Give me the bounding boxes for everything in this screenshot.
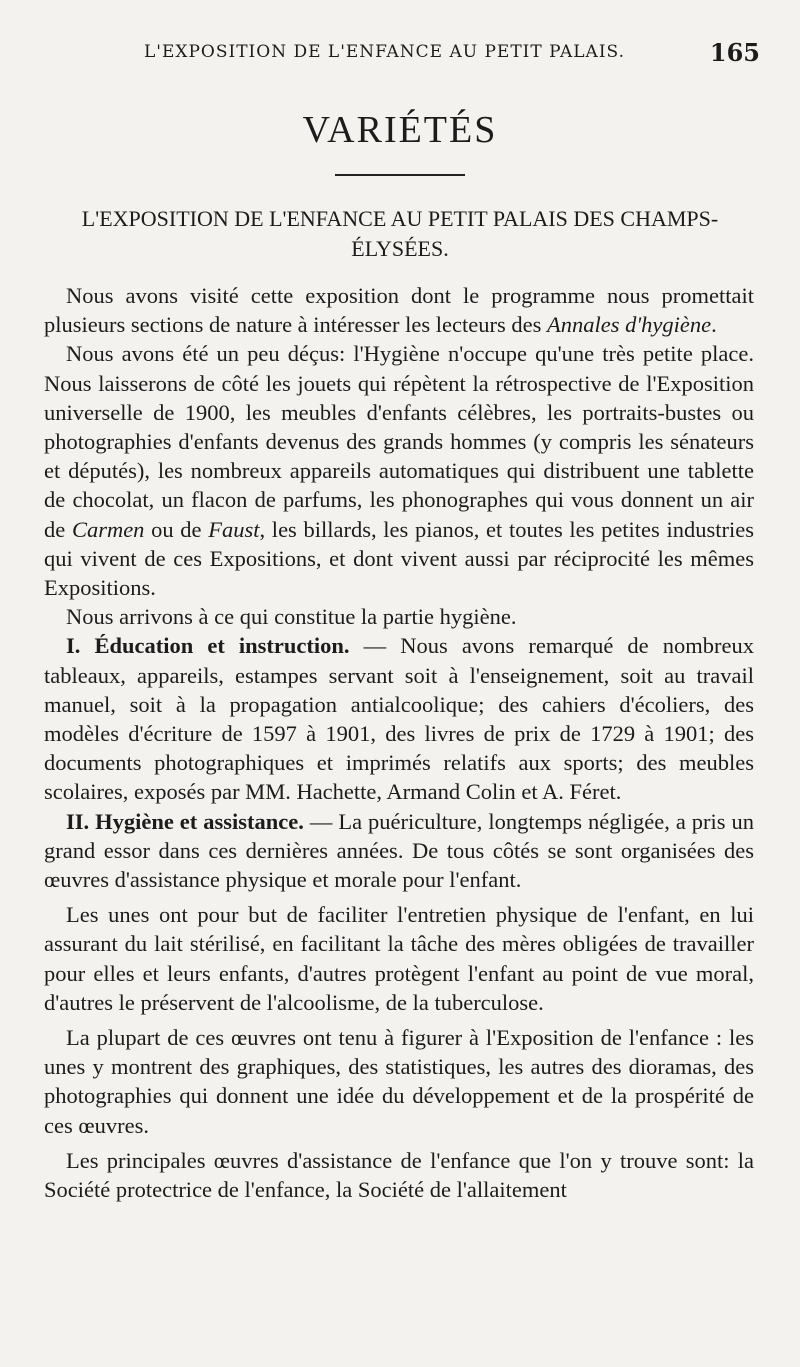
title-rule — [335, 174, 465, 176]
paragraph-6: Les unes ont pour but de faciliter l'entretien physique de l'enfant, en lui assurant du lait stérilisé, en facilitant la tâche des mères obligées de travailler pour elles et leurs enfants, d'autres protègent l'enfant au point de vue moral, d'autres le préservent de l'alcoolisme, de la tuberculose. — [44, 902, 754, 1015]
opera-carmen: Carmen — [71, 516, 145, 542]
running-title: L'EXPOSITION DE L'ENFANCE AU PETIT PALAIS. — [144, 42, 625, 62]
opera-faust: Faust — [208, 516, 260, 542]
paragraph-4 — [44, 631, 754, 806]
paragraph-1-text: Nous avons visité cette exposition dont le programme nous promettait plusieurs sections de nature à intéresser les lecteurs des — [44, 283, 754, 338]
section-heading-hygiene: II. Hygiène et assistance. — [66, 808, 304, 834]
paragraph-2 — [44, 339, 754, 602]
paragraph-2-end: , les billards, les pianos, et toutes les petites industries qui vivent de ces Expositions, et dont vivent aussi par réciprocité les mêmes Expositions. — [44, 516, 754, 601]
paragraph-1-end: . — [711, 312, 717, 338]
paragraph-4-text: — Nous avons remarqué de nombreux tableaux, appareils, estampes servant soit à l'enseignement, soit au travail manuel, soit à la propagation antialcoolique; des cahiers d'écoliers, des modèles d'écriture de 1597 à 1901, des livres de prix de 1729 à 1901; des documents photographiques et imprimés relatifs aux sports; des meubles scolaires, exposés par MM. Hachette, Armand Colin et A. Féret. — [44, 633, 754, 805]
paragraph-1 — [44, 281, 754, 339]
paragraph-7: La plupart de ces œuvres ont tenu à figurer à l'Exposition de l'enfance : les unes y montrent des graphiques, des statistiques, les autres des dioramas, des photographies qui donnent une idée du développement et de la prospérité de ces œuvres. — [44, 1025, 754, 1138]
article-title: L'EXPOSITION DE L'ENFANCE AU PETIT PALAIS DES CHAMPS-ÉLYSÉES. — [81, 206, 719, 261]
journal-name: Annales d'hygiène — [546, 312, 712, 338]
paragraph-3: Nous arrivons à ce qui constitue la partie hygiène. — [66, 604, 517, 630]
article-body — [44, 281, 754, 1204]
paragraph-5-text: — La puériculture, longtemps négligée, a pris un grand essor dans ces dernières années. De tous côtés se sont organisées des œuvres d'assistance physique et morale pour l'enfant. — [44, 808, 755, 893]
section-title: VARIÉTÉS — [302, 109, 498, 151]
running-head — [44, 38, 760, 67]
paragraph-5 — [44, 807, 754, 895]
page-number: 165 — [709, 38, 760, 67]
section-heading-education: I. Éducation et instruction. — [66, 633, 350, 659]
paragraph-2-text: Nous avons été un peu déçus: l'Hygiène n'occupe qu'une très petite place. Nous laisserons de côté les jouets qui répètent la rétrospective de l'Exposition universelle de 1900, les meubles d'enfants célèbres, les portraits-bustes ou photographies d'enfants devenus des grands hommes (y compris les sénateurs et députés), les nombreux appareils automatiques qui distribuent une tablette de chocolat, un flacon de parfums, les phonographes qui vous donnent un air de — [44, 341, 754, 542]
paragraph-2-mid: ou de — [144, 516, 209, 542]
paragraph-8: Les principales œuvres d'assistance de l'enfance que l'on y trouve sont: la Société protectrice de l'enfance, la Société de l'allaitement — [44, 1147, 754, 1203]
